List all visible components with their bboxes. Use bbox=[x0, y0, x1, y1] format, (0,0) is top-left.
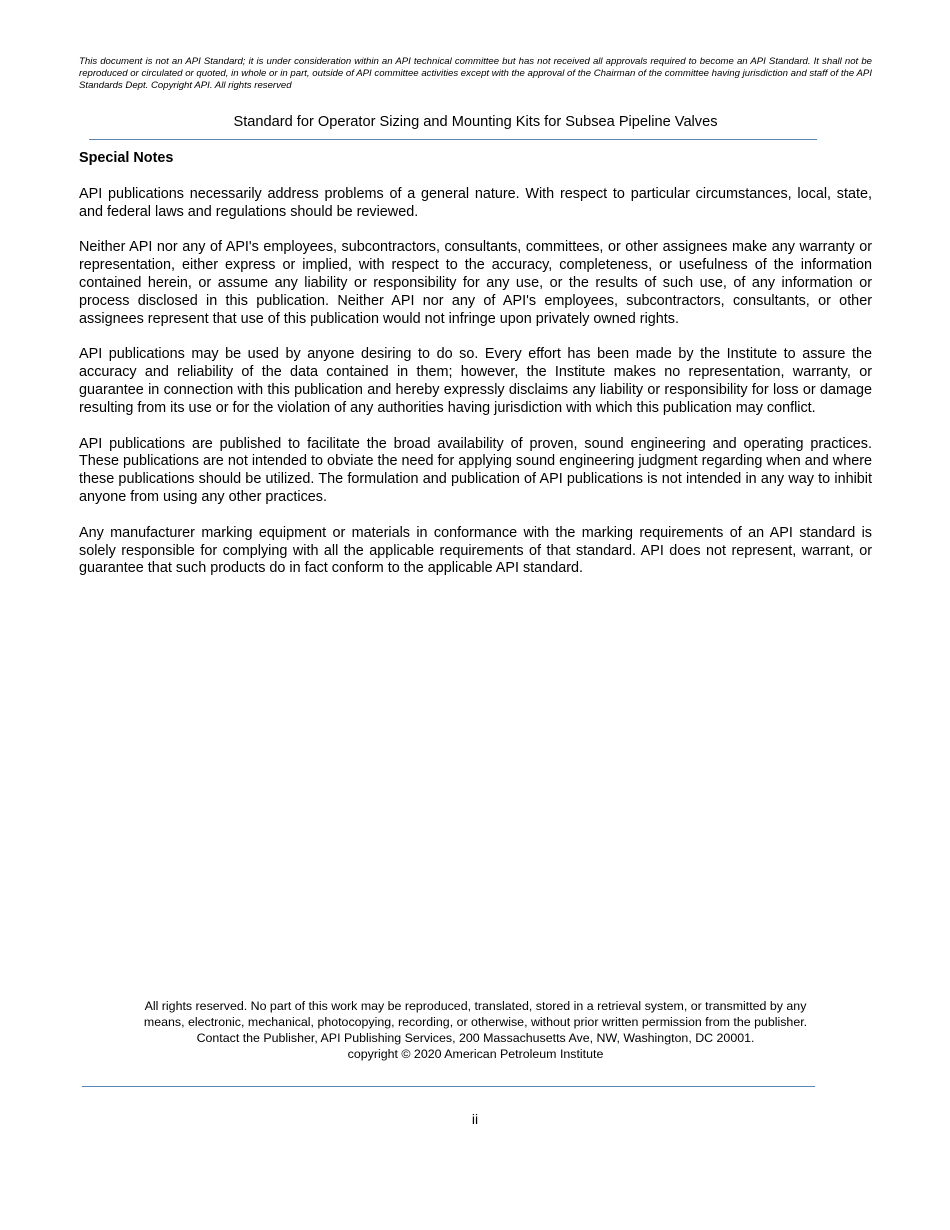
notes-paragraph-2: Neither API nor any of API's employees, subcontractors, consultants, committees, or other assignees make any warranty or representation, either express or implied, with respect to the accuracy, completeness, or usefulness of the information contained herein, or assume any liability or responsibility for any use, or the results of such use, of any information or process disclosed in this publication. Neither API nor any of API's employees, subcontractors, consultants, or other assignees represent that use of this publication would not infringe upon privately owned rights. bbox=[79, 239, 872, 327]
page-number: ii bbox=[471, 1111, 479, 1127]
copyright-line: copyright © 2020 American Petroleum Institute bbox=[347, 1047, 604, 1061]
document-title: Standard for Operator Sizing and Mounting Kits for Subsea Pipeline Valves bbox=[233, 114, 718, 130]
publisher-contact: Contact the Publisher, API Publishing Services, 200 Massachusetts Ave, NW, Washington, DC 20001. bbox=[196, 1031, 755, 1045]
notes-paragraph-3: API publications may be used by anyone desiring to do so. Every effort has been made by the Institute to assure the accuracy and reliability of the data contained in them; however, the Institute makes no representation, warranty, or guarantee in connection with this publication and hereby expressly disclaims any liability or responsibility for loss or damage resulting from its use or for the violation of any authorities having jurisdiction with which this publication may conflict. bbox=[79, 346, 872, 416]
copyright-notice bbox=[79, 998, 872, 1062]
rights-line-1: All rights reserved. No part of this work may be reproduced, translated, stored in a retrieval system, or transmitted by any bbox=[144, 999, 807, 1013]
notes-paragraph-5: Any manufacturer marking equipment or materials in conformance with the marking requirements of an API standard is solely responsible for complying with all the applicable requirements of that standard. API does not represent, warrant, or guarantee that such products do in fact conform to the applicable API standard. bbox=[79, 524, 872, 577]
header-divider bbox=[89, 139, 817, 140]
footer-divider bbox=[82, 1086, 815, 1087]
rights-line-2: means, electronic, mechanical, photocopying, recording, or otherwise, without prior written permission from the publisher. bbox=[143, 1015, 808, 1029]
notes-paragraph-4: API publications are published to facilitate the broad availability of proven, sound engineering and operating practices. These publications are not intended to obviate the need for applying sound engineering judgment regarding when and where these publications should be utilized. The formulation and publication of API publications is not intended in any way to inhibit anyone from using any other practices. bbox=[79, 435, 872, 505]
special-notes-heading: Special Notes bbox=[79, 150, 174, 166]
notes-paragraph-1: API publications necessarily address problems of a general nature. With respect to particular circumstances, local, state, and federal laws and regulations should be reviewed. bbox=[79, 185, 872, 220]
draft-disclaimer: This document is not an API Standard; it is under consideration within an API technical committee but has not received all approvals required to become an API Standard. It shall not be reproduced or circulated or quoted, in whole or in part, outside of API committee activities except with the approval of the Chairman of the committee having jurisdiction and staff of the API Standards Dept. Copyright API. All rights reserved bbox=[79, 56, 872, 91]
special-notes-section bbox=[79, 150, 872, 596]
